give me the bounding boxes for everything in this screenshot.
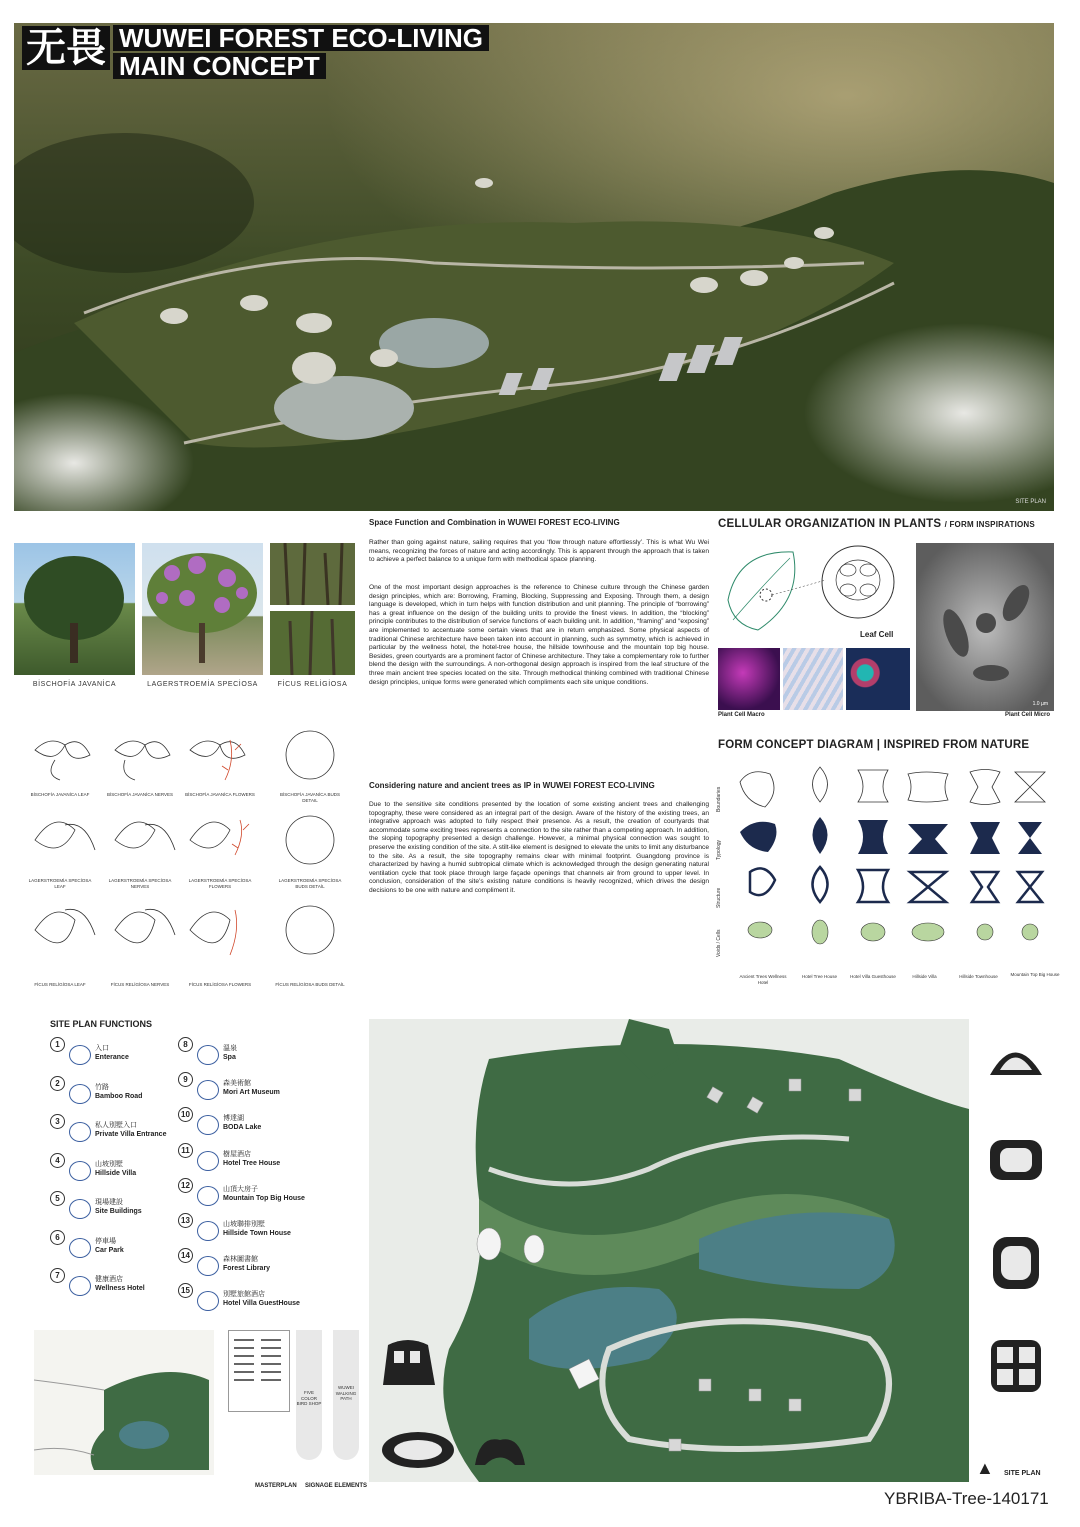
title-line-1: WUWEI FOREST ECO-LIVING bbox=[113, 25, 489, 51]
paragraph-2: One of the most important design approaches is the reference to Chinese culture through the Chinese garden design principles, which are: Borrowing, Framing, Blocking, Suppressing and Exposing. Through them, a design language is developed, which in turn helps with function distribution and unit planning. The principle of “borrowing” has a great influence on the design of the building units to provide the finest views. In addition, the “blocking” principle contributes to the distribution of service functions of each building unit. In addition, “framing” and “exposing” are implemented to accentuate some certain views that are in return emphasized. Some physical aspects of traditional Chinese architecture have been taken into account in planning, such as symmetry, which is achieved in particular by the wellness hotel, the hotel-tree house, the hillside townhouse and the mountain top big house. Besides, green courtyards are a prominent factor of Chinese architecture. They take a complementary role to further blend the design with the surroundings. A non-orthogonal design approach is inspired from the leaf structure of the three main ancient tree species located on the site. Through methodical thinking combined with traditional Chinese design principles, unique forms were generated which compliments each site unique conditions. bbox=[369, 584, 709, 686]
function-icon bbox=[197, 1115, 219, 1135]
functions-title: SITE PLAN FUNCTIONS bbox=[50, 1019, 153, 1029]
cellular-subtitle: / FORM INSPIRATIONS bbox=[944, 520, 1035, 529]
function-label-en: Hillside Villa bbox=[95, 1169, 137, 1177]
function-label-en: Car Park bbox=[95, 1246, 124, 1254]
form-concept-shapes bbox=[730, 762, 1055, 967]
submission-code: YBRIBA-Tree-140171 bbox=[884, 1489, 1049, 1508]
function-item bbox=[178, 1213, 308, 1241]
function-icon bbox=[69, 1238, 91, 1258]
function-item bbox=[50, 1268, 180, 1296]
photo-lagerstroemia-speciosa bbox=[142, 543, 263, 675]
leaf-sketch-grid bbox=[25, 730, 355, 1000]
vignette-building-4 bbox=[985, 1335, 1047, 1397]
function-label-cn: 現場建設 bbox=[95, 1199, 123, 1206]
function-label-cn: 健康酒店 bbox=[95, 1276, 123, 1283]
signage-legend-board bbox=[228, 1330, 290, 1412]
function-number: 3 bbox=[50, 1114, 65, 1129]
plant-label-3: FİCUS RELİGİOSA bbox=[277, 681, 348, 688]
signage-post-bird-shop bbox=[296, 1330, 322, 1460]
function-item bbox=[178, 1283, 308, 1311]
function-item bbox=[50, 1114, 180, 1142]
signage-label: SIGNAGE ELEMENTS bbox=[305, 1483, 368, 1489]
function-number: 10 bbox=[178, 1107, 193, 1122]
function-label-en: Private Villa Entrance bbox=[95, 1131, 167, 1138]
function-item bbox=[50, 1230, 180, 1258]
hero-aerial-render bbox=[14, 23, 1054, 511]
vignette-building-2 bbox=[985, 1130, 1047, 1188]
function-label-en: Hotel Tree House bbox=[223, 1159, 281, 1167]
plant-cell-micro-label: Plant Cell Micro bbox=[1005, 712, 1051, 718]
function-label-cn: 博達湖 bbox=[223, 1115, 244, 1123]
vignette-building-1 bbox=[985, 1030, 1047, 1082]
row-label-boundaries: Boundaries bbox=[716, 786, 722, 812]
leaf-sketches bbox=[25, 730, 355, 1000]
function-label-en: Mountain Top Big House bbox=[223, 1194, 305, 1202]
function-number: 2 bbox=[50, 1076, 65, 1091]
function-item bbox=[50, 1191, 180, 1219]
function-icon bbox=[69, 1199, 91, 1219]
function-label-en: Hillside Town House bbox=[223, 1230, 291, 1237]
site-plan-map bbox=[369, 1019, 969, 1482]
paragraph-3: Due to the sensitive site conditions presented by the location of some existing ancient trees and challenging topography, these were considered as an integral part of the design. Aware of the history of the existing trees, an integrative approach was adopted to fully respect their presence. As a result, the creation of courtyards that accommodate some exciting trees represents a connection to the site rather than a competing approach. In addition, the sloping topography presented a design challenge. However, a minimal physical connection was sought to preserve the existing condition of the site. A stilt-like element is designed to elevate the units to limit any disturbance to the site. As a result, the site topography remains clear with minimal footprint. Guangdong province is characterized by having a humid subtropical climate which is acknowledged through the design generating natural ventilation cycle that took place through large façade openings that channels air from ground to upper level. In conclusion, consideration of the site’s existing nature conditions is heavily recognized, which drives the design decisions to be one with nature and compliment it. bbox=[369, 801, 709, 894]
aerial-render-image bbox=[14, 23, 1054, 511]
photo-ficus-religiosa-1 bbox=[270, 543, 355, 605]
title-block bbox=[113, 25, 489, 81]
vignette-building-7 bbox=[470, 1430, 530, 1470]
function-icon bbox=[69, 1045, 91, 1065]
function-item bbox=[178, 1143, 308, 1171]
function-label-en: Enterance bbox=[95, 1054, 129, 1061]
section-heading-space-function: Space Function and Combination in WUWEI FOREST ECO-LIVING bbox=[369, 518, 620, 527]
sketch-label-r2c2: LAGERSTROEMİA SPECİOSA NERVES bbox=[108, 878, 172, 889]
function-label-en: BODA Lake bbox=[223, 1124, 262, 1132]
sketch-label-r1c1: BİSCHOFİA JAVANİCA LEAF bbox=[30, 792, 90, 797]
leaf-cell-diagram bbox=[718, 540, 913, 640]
function-label-cn: 停車場 bbox=[95, 1237, 116, 1245]
function-label-cn: 山頂大房子 bbox=[223, 1185, 258, 1193]
plant-cell-macro-photo-2 bbox=[783, 648, 843, 710]
column-label-5: Hillside Townhouse bbox=[959, 974, 998, 979]
function-number: 1 bbox=[50, 1037, 65, 1052]
sketch-label-r2c1: LAGERSTROEMİA SPECİOSA LEAF bbox=[28, 878, 92, 889]
function-item bbox=[178, 1248, 308, 1276]
function-number: 14 bbox=[178, 1248, 193, 1263]
function-icon bbox=[197, 1256, 219, 1276]
function-number: 13 bbox=[178, 1213, 193, 1228]
function-item bbox=[50, 1076, 180, 1104]
form-concept-title: FORM CONCEPT DIAGRAM | INSPIRED FROM NATURE bbox=[718, 739, 1030, 751]
sketch-label-r3c1: FİCUS RELİGİOSA LEAF bbox=[34, 982, 86, 987]
leaf-cell-label: Leaf Cell bbox=[860, 630, 894, 639]
sketch-label-r1c2: BİSCHOFİA JAVANİCA NERVES bbox=[106, 792, 174, 797]
column-label-2: Hotel Tree House bbox=[801, 974, 838, 979]
function-icon bbox=[197, 1186, 219, 1206]
function-label-cn: 樹屋酒店 bbox=[223, 1150, 251, 1158]
function-item bbox=[178, 1178, 308, 1206]
function-label-en: Bamboo Road bbox=[95, 1092, 143, 1100]
sketch-label-r1c4: BİSCHOFİA JAVANİCA BUDS DETAIL bbox=[279, 792, 341, 803]
function-item bbox=[178, 1037, 308, 1065]
sketch-label-r3c3: FİCUS RELİGİOSA FLOWERS bbox=[188, 982, 252, 987]
function-label-en: Forest Library bbox=[223, 1265, 271, 1273]
function-icon bbox=[197, 1151, 219, 1171]
function-label-en: Hotel Villa GuestHouse bbox=[223, 1300, 300, 1308]
site-plan-label: SITE PLAN bbox=[1004, 1470, 1041, 1477]
vignette-building-3 bbox=[985, 1232, 1047, 1294]
site-plan-drawing bbox=[369, 1019, 969, 1482]
function-number: 6 bbox=[50, 1230, 65, 1245]
column-label-4: Hillside Villa bbox=[912, 974, 937, 979]
function-icon bbox=[69, 1084, 91, 1104]
title-line-2: MAIN CONCEPT bbox=[113, 53, 326, 79]
sketch-label-r3c2: FİCUS RELİGİOSA NERVES bbox=[110, 982, 170, 987]
function-label-cn: 山坡聯排別墅 bbox=[223, 1221, 265, 1228]
row-label-voids-cells: Voids / Cells bbox=[716, 929, 722, 957]
column-label-3: Hotel Villa Guesthouse bbox=[850, 974, 896, 979]
masterplan-map bbox=[34, 1330, 214, 1475]
masterplan-label: MASTERPLAN bbox=[255, 1483, 297, 1489]
photo-bischofia-javanica bbox=[14, 543, 135, 675]
leaf-cell-drawing bbox=[718, 540, 913, 640]
row-label-typology: Typology bbox=[716, 839, 722, 860]
function-item bbox=[50, 1037, 180, 1065]
function-number: 5 bbox=[50, 1191, 65, 1206]
function-number: 11 bbox=[178, 1143, 193, 1158]
north-arrow-icon: ▲ bbox=[976, 1458, 994, 1478]
hero-site-plan-label: SITE PLAN bbox=[1015, 499, 1046, 505]
function-label-cn: 入口 bbox=[95, 1045, 109, 1052]
function-icon bbox=[197, 1291, 219, 1311]
function-label-cn: 別墅旅館酒店 bbox=[223, 1291, 265, 1299]
function-number: 12 bbox=[178, 1178, 193, 1193]
function-label-cn: 竹路 bbox=[95, 1083, 109, 1091]
function-number: 4 bbox=[50, 1153, 65, 1168]
sign1-label: FIVE COLOR BIRD SHOP bbox=[296, 1390, 322, 1406]
function-item bbox=[178, 1072, 308, 1100]
cellular-title bbox=[718, 518, 1035, 530]
plant-cell-macro-photo-3 bbox=[846, 648, 910, 710]
sketch-label-r2c4: LAGERSTROEMİA SPECİOSA BUDS DETAİL bbox=[278, 878, 342, 889]
function-label-en: Site Buildings bbox=[95, 1208, 142, 1215]
plant-label-1: BİSCHOFİA JAVANİCA bbox=[32, 681, 117, 688]
function-icon bbox=[197, 1080, 219, 1100]
masterplan-drawing bbox=[34, 1330, 214, 1475]
function-number: 15 bbox=[178, 1283, 193, 1298]
plant-cell-macro-label: Plant Cell Macro bbox=[718, 712, 765, 718]
function-label-cn: 溫泉 bbox=[223, 1045, 237, 1052]
plant-cell-macro-photo-1 bbox=[718, 648, 780, 710]
function-label-cn: 森美術館 bbox=[223, 1080, 251, 1088]
function-label-cn: 私人別墅入口 bbox=[95, 1122, 137, 1129]
function-icon bbox=[69, 1276, 91, 1296]
section-heading-ancient-trees: Considering nature and ancient trees as IP in WUWEI FOREST ECO-LIVING bbox=[369, 781, 655, 790]
function-label-en: Mori Art Museum bbox=[223, 1089, 280, 1097]
function-number: 8 bbox=[178, 1037, 193, 1052]
sketch-label-r1c3: BİSCHOFİA JAVANİCA FLOWERS bbox=[185, 792, 255, 797]
title-chinese: 无畏 bbox=[22, 26, 110, 70]
cellular-title-text: CELLULAR ORGANIZATION IN PLANTS bbox=[718, 518, 942, 530]
form-concept-grid bbox=[730, 762, 1055, 967]
function-label-cn: 森林圖書館 bbox=[223, 1256, 258, 1264]
function-number: 7 bbox=[50, 1268, 65, 1283]
function-icon bbox=[69, 1161, 91, 1181]
photo-ficus-religiosa-2 bbox=[270, 611, 355, 675]
function-label-en: Spa bbox=[223, 1054, 236, 1061]
column-label-1: Ancient Trees Wellness Hotel bbox=[739, 974, 787, 985]
plant-cell-micro-photo bbox=[916, 543, 1054, 711]
row-label-structure: Structure bbox=[716, 887, 722, 908]
paragraph-1: Rather than going against nature, sailing requires that you ‘flow through nature effortlessly’. This is what Wu Wei means, recognizing the forces of nature and acting accordingly. This is apparent through the approach that is taken to achieve a perfect balance to a unique form with methodical space planning. bbox=[369, 539, 709, 564]
function-label-en: Wellness Hotel bbox=[95, 1285, 145, 1292]
function-label-cn: 山坡別墅 bbox=[95, 1160, 123, 1168]
vignette-building-6 bbox=[378, 1425, 458, 1475]
function-item bbox=[178, 1107, 308, 1135]
function-number: 9 bbox=[178, 1072, 193, 1087]
function-icon bbox=[197, 1045, 219, 1065]
signage-post-walking-path bbox=[333, 1330, 359, 1460]
sketch-label-r3c4: FİCUS RELİGİOSA BUDS DETAİL bbox=[275, 982, 345, 987]
sign2-label: WUWEI WALKING PATH bbox=[335, 1385, 357, 1401]
vignette-building-5 bbox=[378, 1335, 440, 1390]
sketch-label-r2c3: LAGERSTROEMİA SPECİOSA FLOWERS bbox=[188, 878, 252, 889]
function-icon bbox=[197, 1221, 219, 1241]
column-label-6: Mountain Top Big House bbox=[1010, 972, 1060, 977]
function-item bbox=[50, 1153, 180, 1181]
plant-label-2: LAGERSTROEMİA SPECİOSA bbox=[147, 681, 258, 688]
scale-bar-label: 1.0 µm bbox=[1032, 701, 1048, 707]
function-icon bbox=[69, 1122, 91, 1142]
